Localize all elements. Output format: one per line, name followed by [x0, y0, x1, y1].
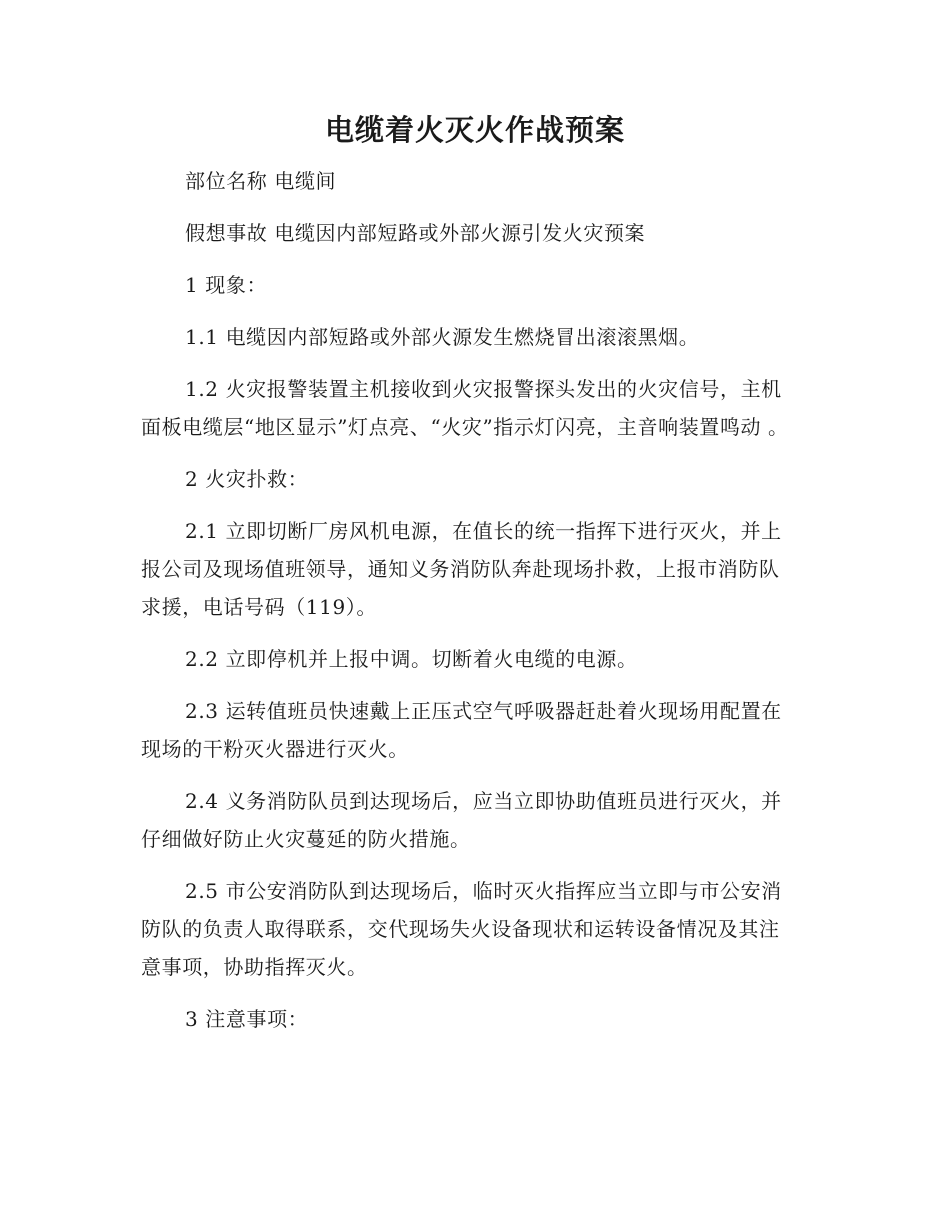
document-title: 电缆着火灭火作战预案 [324, 113, 625, 147]
paragraph-2-4: 2.4 义务消防队员到达现场后，应当立即协助值班员进行灭火，并仔细做好防止火灾蔓延的防火措施。 [141, 789, 782, 851]
paragraph-1-1: 1.1 电缆因内部短路或外部火源发生燃烧冒出滚滚黑烟。 [185, 325, 700, 349]
paragraph-scenario: 假想事故 电缆因内部短路或外部火源引发火灾预案 [185, 221, 646, 245]
section-heading-phenomena: 1 现象： [185, 273, 268, 297]
paragraph-location: 部位名称 电缆间 [185, 169, 337, 193]
paragraph-1-2: 1.2 火灾报警装置主机接收到火灾报警探头发出的火灾信号，主机面板电缆层“地区显示”灯点亮、“火灾”指示灯闪亮，主音响装置鸣动 。 [141, 377, 789, 439]
paragraph-2-3: 2.3 运转值班员快速戴上正压式空气呼吸器赶赴着火现场用配置在现场的干粉灭火器进行灭火。 [141, 699, 782, 761]
paragraph-2-1: 2.1 立即切断厂房风机电源，在值长的统一指挥下进行灭火，并上报公司及现场值班领导，通知义务消防队奔赴现场扑救，上报市消防队求援，电话号码（119）。 [141, 519, 782, 619]
paragraph-2-5: 2.5 市公安消防队到达现场后，临时灭火指挥应当立即与市公安消防队的负责人取得联系，交代现场失火设备现状和运转设备情况及其注意事项，协助指挥灭火。 [141, 879, 782, 979]
section-heading-precautions: 3 注意事项： [185, 1007, 309, 1031]
paragraph-2-2: 2.2 立即停机并上报中调。切断着火电缆的电源。 [185, 647, 638, 671]
section-heading-firefighting: 2 火灾扑救： [185, 467, 309, 491]
document-body [141, 162, 797, 1038]
